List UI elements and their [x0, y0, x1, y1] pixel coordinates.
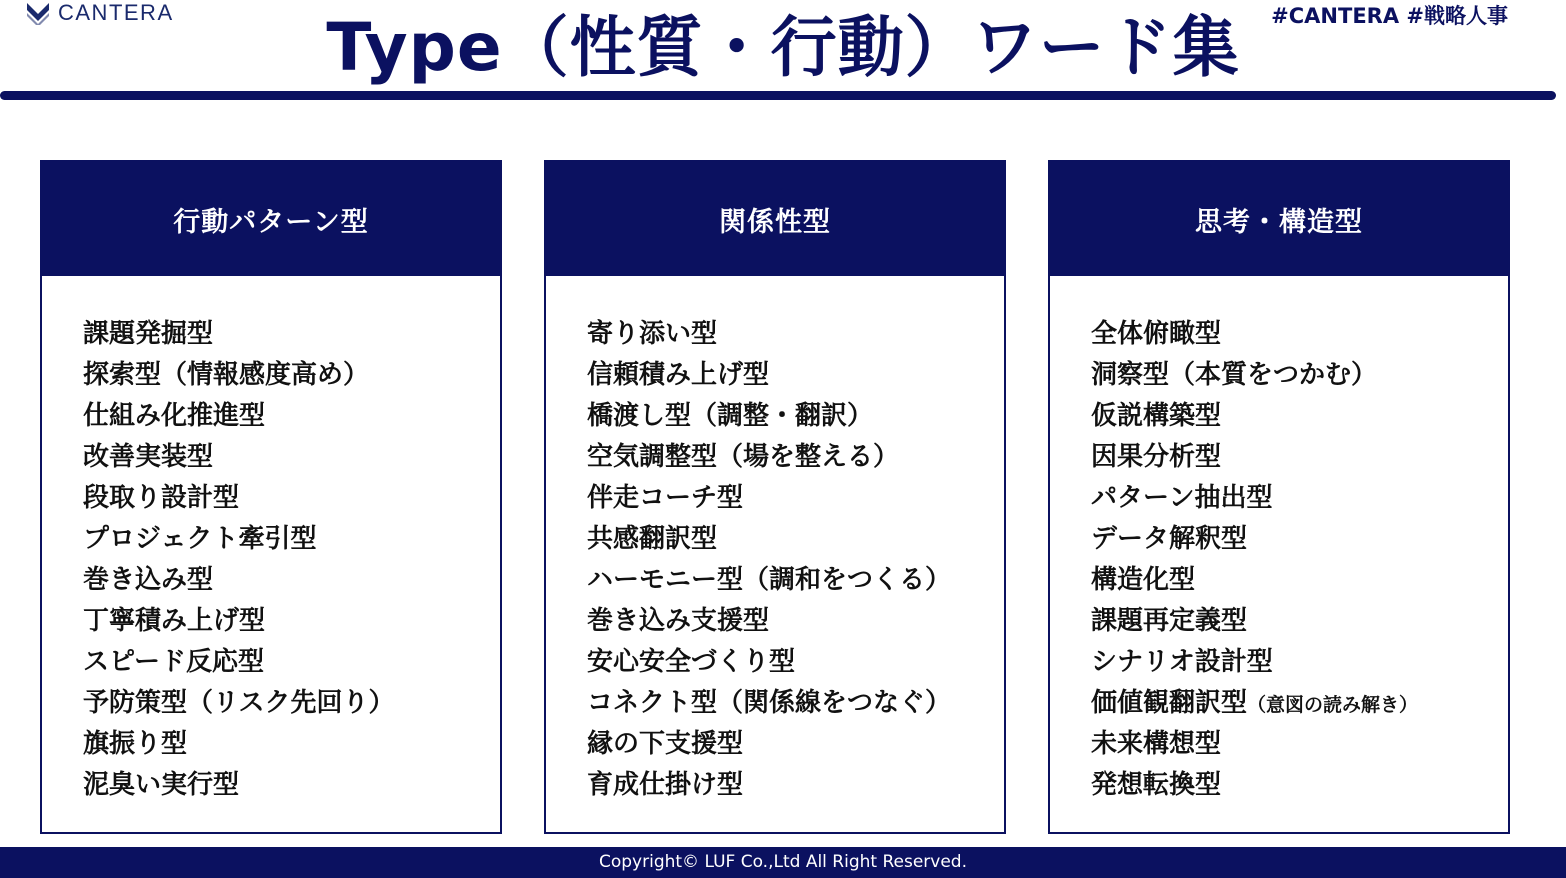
list-item: 巻き込み型 [83, 565, 214, 595]
list-item: 未来構想型 [1091, 729, 1222, 759]
list-item: 仕組み化推進型 [83, 401, 266, 431]
column-heading: 思考・構造型 [1050, 162, 1508, 276]
list-item: 予防策型（リスク先回り） [83, 688, 395, 718]
column-relationship [544, 160, 1006, 834]
title-underline [0, 91, 1556, 100]
list-item-note: （意図の読み解き） [1247, 694, 1419, 716]
list-item: プロジェクト牽引型 [83, 524, 317, 554]
list-item: 育成仕掛け型 [587, 770, 744, 800]
list-item [1091, 683, 1502, 724]
list-item: コネクト型（関係線をつなぐ） [587, 688, 952, 718]
footer-copyright: Copyright© LUF Co.,Ltd All Right Reserved. [0, 847, 1566, 878]
list-item-main: 価値観翻訳型 [1091, 688, 1248, 718]
list-item: 伴走コーチ型 [587, 483, 744, 513]
column-thinking-structure [1048, 160, 1510, 834]
column-behavior-patterns [40, 160, 502, 834]
list-item: 共感翻訳型 [587, 524, 718, 554]
list-item: 改善実装型 [83, 442, 214, 472]
logo-text: CANTERA [58, 0, 174, 25]
word-list [83, 314, 494, 806]
list-item: 巻き込み支援型 [587, 606, 770, 636]
list-item: 課題再定義型 [1091, 606, 1248, 636]
list-item: 信頼積み上げ型 [587, 360, 770, 390]
list-item: スピード反応型 [83, 647, 264, 677]
list-item: ハーモニー型（調和をつくる） [587, 565, 952, 595]
list-item: 探索型（情報感度高め） [83, 360, 370, 390]
column-heading: 関係性型 [546, 162, 1004, 276]
page-title: Type（性質・行動）ワード集 [326, 9, 1240, 86]
list-item: 段取り設計型 [83, 483, 240, 513]
list-item: 因果分析型 [1091, 442, 1222, 472]
list-item: 全体俯瞰型 [1091, 319, 1222, 349]
list-item: 課題発掘型 [83, 319, 214, 349]
hashtags: #CANTERA #戦略人事 [1271, 4, 1508, 28]
list-item: 丁寧積み上げ型 [83, 606, 266, 636]
list-item: 洞察型（本質をつかむ） [1091, 360, 1378, 390]
word-list [1091, 314, 1502, 806]
list-item: 安心安全づくり型 [587, 647, 796, 677]
list-item: 橋渡し型（調整・翻訳） [587, 401, 874, 431]
list-item: パターン抽出型 [1091, 483, 1273, 513]
list-item: 構造化型 [1091, 565, 1196, 595]
list-item: 泥臭い実行型 [83, 770, 240, 800]
column-heading: 行動パターン型 [42, 162, 500, 276]
word-list [587, 314, 998, 806]
list-item: 空気調整型（場を整える） [587, 442, 900, 472]
list-item: 縁の下支援型 [587, 729, 744, 759]
list-item: データ解釈型 [1091, 524, 1248, 554]
list-item: 寄り添い型 [587, 319, 718, 349]
list-item: 発想転換型 [1091, 770, 1222, 800]
list-item: シナリオ設計型 [1091, 647, 1273, 677]
list-item: 仮説構築型 [1091, 401, 1222, 431]
list-item: 旗振り型 [83, 729, 188, 759]
